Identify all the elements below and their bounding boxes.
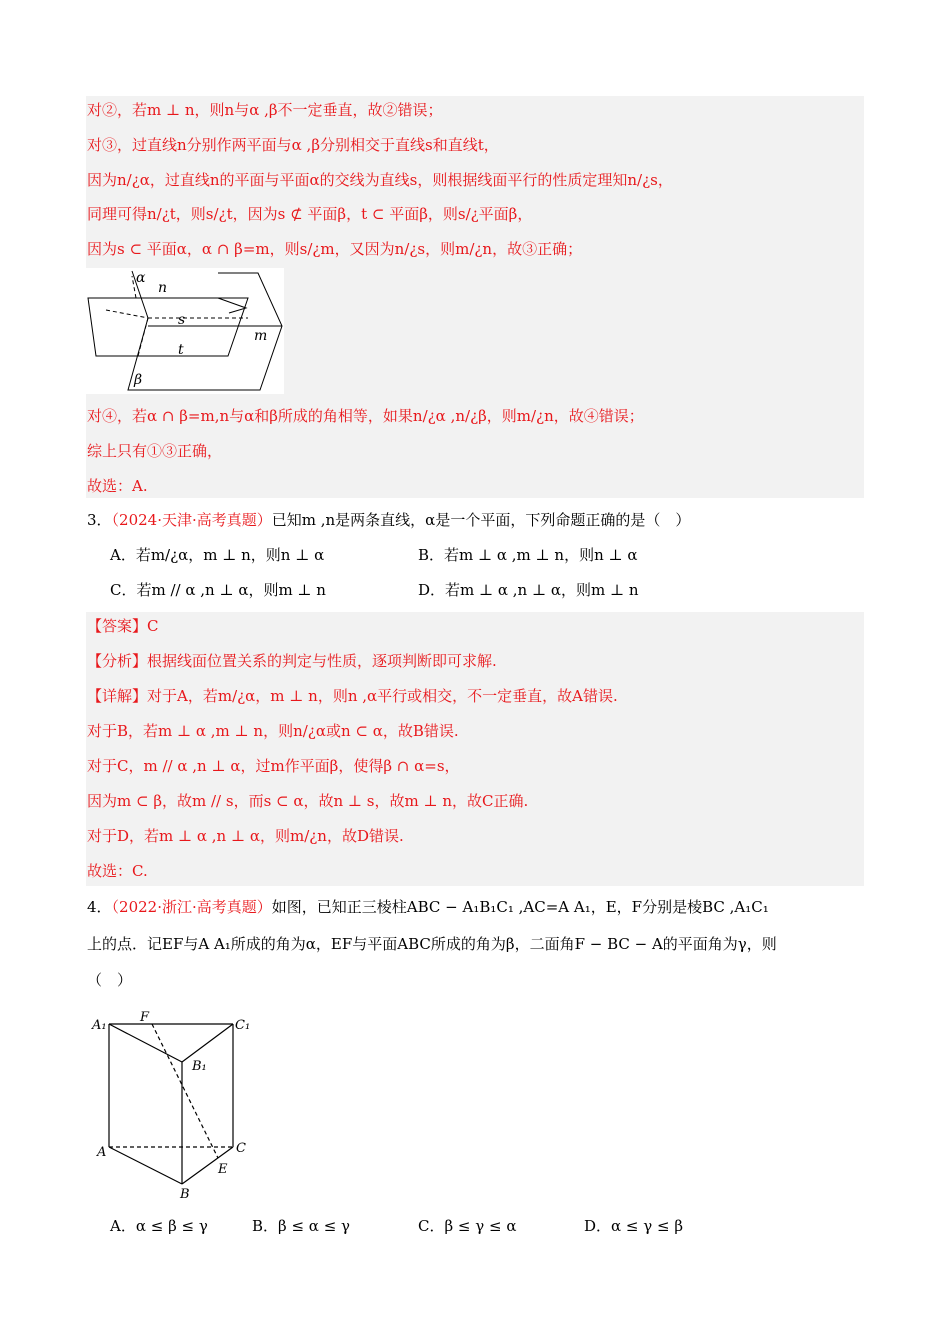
q3-option-b: B．若m ⊥ α ,m ⊥ n，则n ⊥ α <box>418 546 638 564</box>
prev-solution-line: 因为n/¿α，过直线n的平面与平面α的交线为直线s，则根据线面平行的性质定理知n/¿s， <box>87 171 673 189</box>
prev-solution-line: 故选：A. <box>87 477 148 495</box>
prism-label-b1: B₁ <box>192 1059 207 1074</box>
detail-text: 对于A，若m/¿α，m ⊥ n，则n ,α平行或相交，不一定垂直，故A错误. <box>147 687 618 705</box>
answer-value: C <box>147 617 159 635</box>
detail-tag: 【详解】 <box>87 687 148 705</box>
q3-stem-text: 已知m ,n是两条直线，α是一个平面，下列命题正确的是（ ） <box>271 511 691 529</box>
q4-option-c: C．β ≤ γ ≤ α <box>418 1217 517 1235</box>
prism-label-e: E <box>218 1162 228 1177</box>
planes-figure <box>86 268 284 394</box>
q3-option-c: C．若m // α ,n ⊥ α，则m ⊥ n <box>110 581 326 599</box>
q4-option-d: D．α ≤ γ ≤ β <box>584 1217 684 1235</box>
prev-solution-line: 同理可得n/¿t，则s/¿t，因为s ⊄ 平面β，t ⊂ 平面β，则s/¿平面β， <box>87 205 533 223</box>
analysis-text: 根据线面位置关系的判定与性质，逐项判断即可求解. <box>147 652 497 670</box>
q4-stem-line1 <box>87 897 769 917</box>
analysis-tag: 【分析】 <box>87 652 148 670</box>
q3-answer <box>87 616 159 636</box>
q3-option-a: A．若m/¿α，m ⊥ n，则n ⊥ α <box>110 546 325 564</box>
prism-label-c1: C₁ <box>235 1018 251 1033</box>
prism-label-b: B <box>180 1187 190 1202</box>
q3-stem <box>87 510 690 530</box>
q3-source: （2024·天津·高考真题） <box>111 511 272 529</box>
q4-option-a: A．α ≤ β ≤ γ <box>110 1217 208 1235</box>
prism-label-a: A <box>97 1145 107 1160</box>
q3-detail-line: 对于B，若m ⊥ α ,m ⊥ n，则n/¿α或n ⊂ α，故B错误. <box>87 722 459 740</box>
q3-detail-line: 对于D，若m ⊥ α ,n ⊥ α，则m/¿n，故D错误. <box>87 827 404 845</box>
prev-solution-line: 对②，若m ⊥ n，则n与α ,β不一定垂直，故②错误； <box>87 101 443 119</box>
q4-option-b: B．β ≤ α ≤ γ <box>252 1217 350 1235</box>
q4-source: （2022·浙江·高考真题） <box>111 898 272 916</box>
q3-option-d: D．若m ⊥ α ,n ⊥ α，则m ⊥ n <box>418 581 639 599</box>
figure-label-n: n <box>158 280 168 296</box>
q3-detail-line: 对于C，m // α ,n ⊥ α，过m作平面β，使得β ∩ α=s， <box>87 757 460 775</box>
q3-number: 3． <box>87 511 112 529</box>
prev-solution-line: 因为s ⊂ 平面α，α ∩ β=m，则s/¿m，又因为n/¿s，则m/¿n，故③正确； <box>87 240 583 258</box>
figure-label-m: m <box>254 328 268 344</box>
q3-detail-line <box>87 686 618 706</box>
q4-stem-line3: （ ） <box>87 971 133 989</box>
answer-tag: 【答案】 <box>87 617 148 635</box>
q4-stem-line2: 上的点．记EF与A A₁所成的角为α，EF与平面ABC所成的角为β，二面角F − BC − A的平面角为γ，则 <box>87 935 777 953</box>
prism-figure <box>90 1010 260 1202</box>
q3-detail-line: 故选：C. <box>87 862 148 880</box>
prev-solution-line: 对③，过直线n分别作两平面与α ,β分别相交于直线s和直线t， <box>87 136 499 154</box>
prism-label-f: F <box>140 1010 150 1025</box>
prism-label-a1: A₁ <box>92 1018 107 1033</box>
figure-label-s: s <box>178 312 186 328</box>
q3-analysis <box>87 651 497 671</box>
figure-label-t: t <box>178 342 184 358</box>
figure-label-alpha: α <box>136 270 146 286</box>
q4-number: 4． <box>87 898 112 916</box>
q3-detail-line: 因为m ⊂ β，故m // s，而s ⊂ α，故n ⊥ s，故m ⊥ n，故C正确. <box>87 792 529 810</box>
prev-solution-line: 对④，若α ∩ β=m,n与α和β所成的角相等，如果n/¿α ,n/¿β，则m/¿n，故④错误； <box>87 407 644 425</box>
q4-stem-text: 如图，已知正三棱柱ABC − A₁B₁C₁ ,AC=A A₁，E，F分别是棱BC ,A₁C₁ <box>271 898 769 916</box>
prism-label-c: C <box>236 1141 246 1156</box>
prev-solution-line: 综上只有①③正确， <box>87 442 223 460</box>
figure-label-beta: β <box>134 372 143 388</box>
